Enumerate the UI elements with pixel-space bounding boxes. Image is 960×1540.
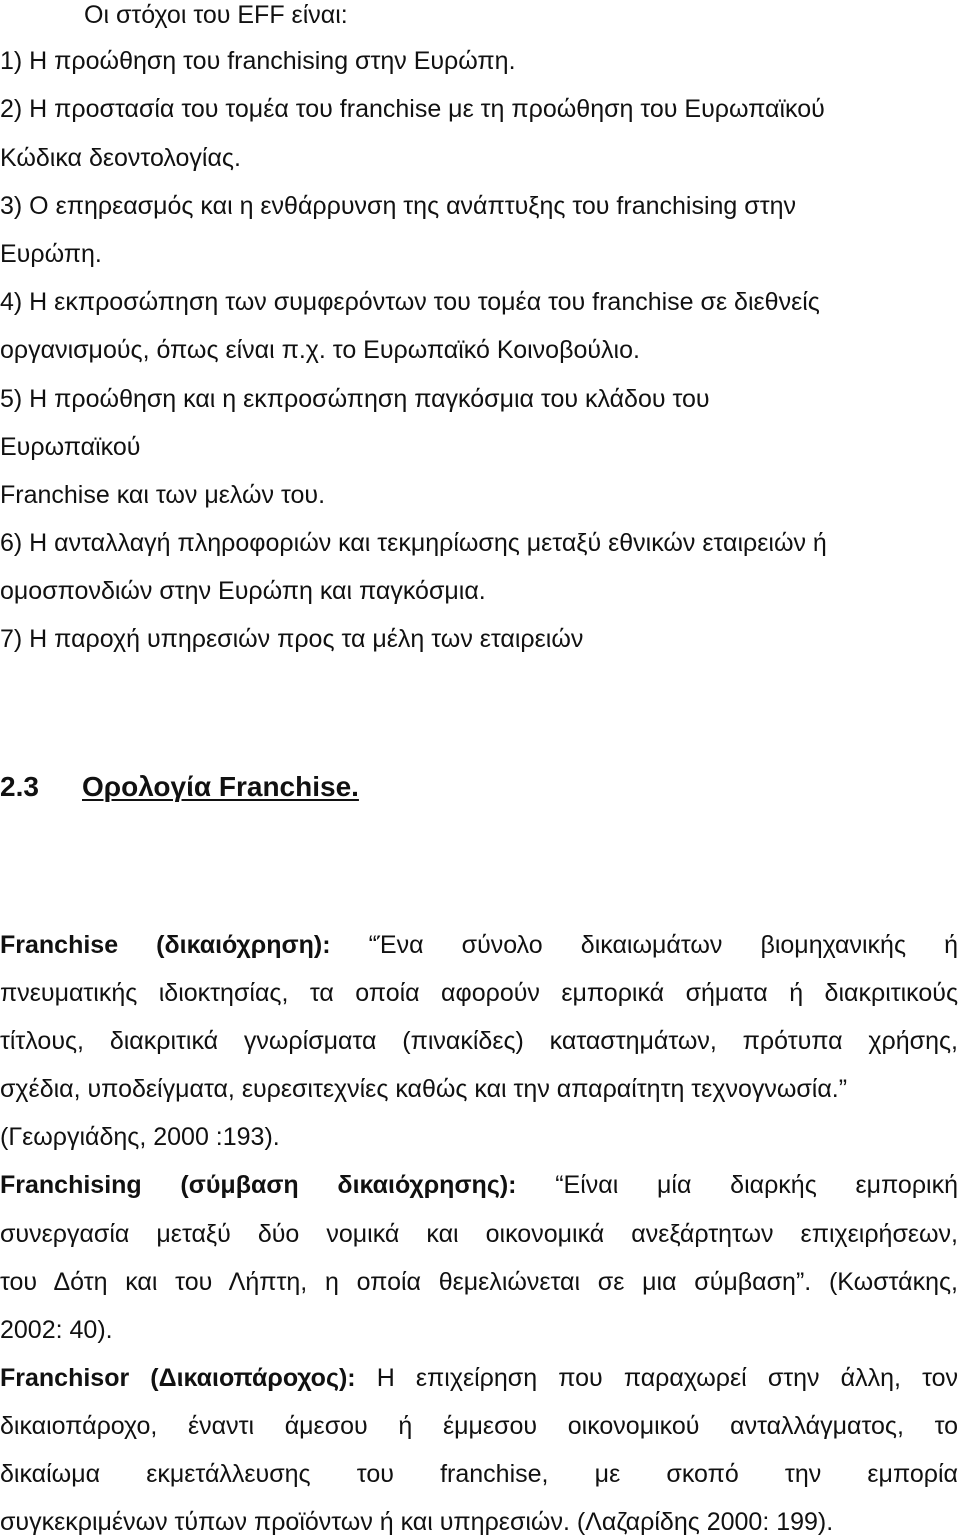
- definition-franchise-line-2: πνευματικής ιδιοκτησίας, τα οποία αφορούν εμπορικά σήματα ή διακριτικούς: [0, 979, 958, 1007]
- objective-2-line-2: Κώδικα δεοντολογίας.: [0, 144, 241, 172]
- objective-5-line-2: Ευρωπαϊκού: [0, 433, 141, 461]
- definition-franchisor-line-2: δικαιοπάροχο, έναντι άμεσου ή έμμεσου οικονομικού ανταλλάγματος, το: [0, 1412, 958, 1440]
- objective-4-line-1: 4) Η εκπροσώπηση των συμφερόντων του τομέα του franchise σε διεθνείς: [0, 288, 820, 316]
- section-heading: [0, 772, 359, 802]
- objective-3-line-2: Ευρώπη.: [0, 240, 102, 268]
- definition-franchisor-line-1: Franchisor (Δικαιοπάροχος): Η επιχείρηση που παραχωρεί στην άλλη, τον: [0, 1364, 958, 1392]
- definition-franchise-line-4: σχέδια, υποδείγματα, ευρεσιτεχνίες καθώς και την απαραίτητη τεχνογνωσία.”: [0, 1075, 848, 1103]
- definition-franchise-line-1: Franchise (δικαιόχρηση): “Ένα σύνολο δικαιωμάτων βιομηχανικής ή: [0, 931, 958, 959]
- definition-franchise-citation: (Γεωργιάδης, 2000 :193).: [0, 1123, 280, 1151]
- term-franchising: Franchising (σύμβαση δικαιόχρησης):: [0, 1171, 517, 1199]
- objective-1: 1) Η προώθηση του franchising στην Ευρώπη.: [0, 47, 516, 75]
- objective-2-line-1: 2) Η προστασία του τομέα του franchise με τη προώθηση του Ευρωπαϊκού: [0, 95, 825, 123]
- term-franchisor: Franchisor (Δικαιοπάροχος):: [0, 1364, 356, 1392]
- objective-7: 7) Η παροχή υπηρεσιών προς τα μέλη των εταιρειών: [0, 625, 584, 653]
- objective-5-line-3: Franchise και των μελών του.: [0, 481, 326, 509]
- objectives-intro: Οι στόχοι του EFF είναι:: [84, 1, 348, 29]
- objective-6-line-1: 6) Η ανταλλαγή πληροφοριών και τεκμηρίωσης μεταξύ εθνικών εταιρειών ή: [0, 529, 827, 557]
- definition-franchising-line-4: 2002: 40).: [0, 1316, 113, 1344]
- definition-franchisor-line-3: δικαίωμα εκμετάλλευσης του franchise, με σκοπό την εμπορία: [0, 1460, 958, 1488]
- objective-5-line-1: 5) Η προώθηση και η εκπροσώπηση παγκόσμια του κλάδου του: [0, 385, 710, 413]
- objective-4-line-2: οργανισμούς, όπως είναι π.χ. το Ευρωπαϊκό Κοινοβούλιο.: [0, 336, 640, 364]
- section-number: 2.3: [0, 771, 39, 802]
- definition-franchising-line-3: του Δότη και του Λήπτη, η οποία θεμελιώνεται σε μια σύμβαση”. (Κωστάκης,: [0, 1268, 958, 1296]
- section-title: Ορολογία Franchise.: [82, 771, 359, 802]
- definition-franchising-line-1: Franchising (σύμβαση δικαιόχρησης): “Είναι μία διαρκής εμπορική: [0, 1171, 959, 1199]
- objective-3-line-1: 3) Ο επηρεασμός και η ενθάρρυνση της ανάπτυξης του franchising στην: [0, 192, 796, 220]
- definition-franchisor-line-4: συγκεκριμένων τύπων προϊόντων ή και υπηρεσιών. (Λαζαρίδης 2000: 199).: [0, 1508, 834, 1536]
- definition-franchising-line-2: συνεργασία μεταξύ δύο νομικά και οικονομικά ανεξάρτητων επιχειρήσεων,: [0, 1220, 958, 1248]
- objective-6-line-2: ομοσπονδιών στην Ευρώπη και παγκόσμια.: [0, 577, 486, 605]
- definition-franchise-line-3: τίτλους, διακριτικά γνωρίσματα (πινακίδες) καταστημάτων, πρότυπα χρήσης,: [0, 1027, 958, 1055]
- term-franchise: Franchise (δικαιόχρηση):: [0, 931, 331, 959]
